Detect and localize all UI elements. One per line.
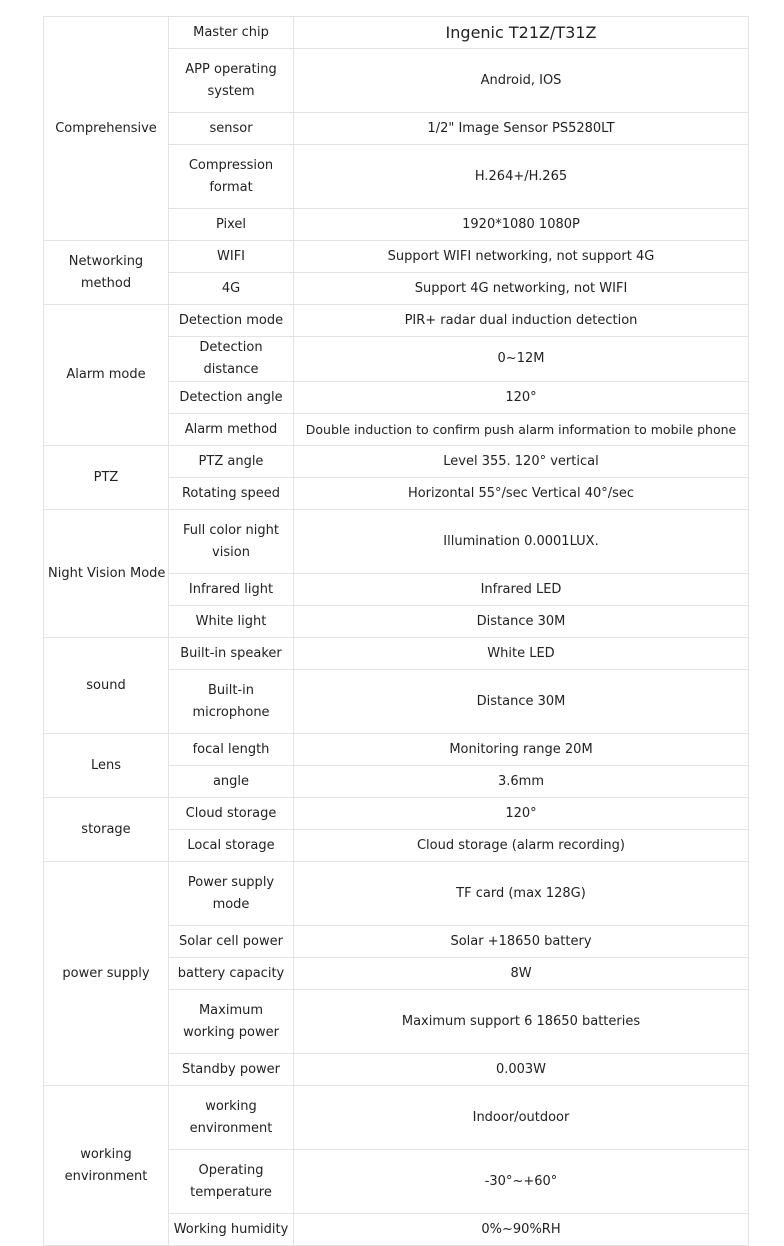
value-cell: Level 355. 120° vertical [294, 446, 749, 478]
param-cell: Compression format [169, 145, 294, 209]
table-row [44, 17, 749, 49]
value-cell: 120° [294, 382, 749, 414]
value-cell: Infrared LED [294, 574, 749, 606]
category-cell: storage [44, 798, 169, 862]
value-cell: Cloud storage (alarm recording) [294, 830, 749, 862]
spec-table [43, 16, 749, 1246]
param-cell: working environment [169, 1086, 294, 1150]
param-cell: focal length [169, 734, 294, 766]
value-cell: White LED [294, 638, 749, 670]
value-cell: Illumination 0.0001LUX. [294, 510, 749, 574]
value-cell: PIR+ radar dual induction detection [294, 305, 749, 337]
param-cell: angle [169, 766, 294, 798]
param-cell: Working humidity [169, 1214, 294, 1246]
value-cell: TF card (max 128G) [294, 862, 749, 926]
param-cell: Pixel [169, 209, 294, 241]
param-cell: Alarm method [169, 414, 294, 446]
category-cell: Lens [44, 734, 169, 798]
param-cell: Cloud storage [169, 798, 294, 830]
category-cell: sound [44, 638, 169, 734]
table-row [44, 241, 749, 273]
param-cell: Detection mode [169, 305, 294, 337]
category-cell: Alarm mode [44, 305, 169, 446]
value-cell: 0%~90%RH [294, 1214, 749, 1246]
param-cell: Built-in speaker [169, 638, 294, 670]
param-cell: Local storage [169, 830, 294, 862]
table-row [44, 638, 749, 670]
param-cell: Detection angle [169, 382, 294, 414]
value-cell: H.264+/H.265 [294, 145, 749, 209]
param-cell: Infrared light [169, 574, 294, 606]
table-row [44, 1086, 749, 1150]
category-cell: Comprehensive [44, 17, 169, 241]
table-row [44, 305, 749, 337]
value-cell: Monitoring range 20M [294, 734, 749, 766]
param-cell: Full color night vision [169, 510, 294, 574]
value-cell: 1/2" Image Sensor PS5280LT [294, 113, 749, 145]
value-cell: Indoor/outdoor [294, 1086, 749, 1150]
value-cell: Double induction to confirm push alarm information to mobile phone [294, 414, 749, 446]
value-cell: Maximum support 6 18650 batteries [294, 990, 749, 1054]
value-cell: 1920*1080 1080P [294, 209, 749, 241]
param-cell: Maximum working power [169, 990, 294, 1054]
value-cell: Support WIFI networking, not support 4G [294, 241, 749, 273]
category-cell: power supply [44, 862, 169, 1086]
param-cell: PTZ angle [169, 446, 294, 478]
category-cell: working environment [44, 1086, 169, 1246]
category-cell: PTZ [44, 446, 169, 510]
param-cell: WIFI [169, 241, 294, 273]
param-cell: Solar cell power [169, 926, 294, 958]
param-cell: Master chip [169, 17, 294, 49]
param-cell: Rotating speed [169, 478, 294, 510]
param-cell: sensor [169, 113, 294, 145]
param-cell: White light [169, 606, 294, 638]
value-cell: 8W [294, 958, 749, 990]
category-cell: Night Vision Mode [44, 510, 169, 638]
value-cell: Horizontal 55°/sec Vertical 40°/sec [294, 478, 749, 510]
value-cell: 120° [294, 798, 749, 830]
value-cell: Solar +18650 battery [294, 926, 749, 958]
param-cell: Built-in microphone [169, 670, 294, 734]
param-cell: Power supply mode [169, 862, 294, 926]
value-cell: Distance 30M [294, 606, 749, 638]
param-cell: battery capacity [169, 958, 294, 990]
value-cell: 0~12M [294, 337, 749, 382]
table-row [44, 734, 749, 766]
value-cell: 3.6mm [294, 766, 749, 798]
table-row [44, 446, 749, 478]
value-cell: Ingenic T21Z/T31Z [294, 17, 749, 49]
table-row [44, 510, 749, 574]
param-cell: Operating temperature [169, 1150, 294, 1214]
param-cell: APP operating system [169, 49, 294, 113]
value-cell: -30°~+60° [294, 1150, 749, 1214]
value-cell: Android, IOS [294, 49, 749, 113]
param-cell: Standby power [169, 1054, 294, 1086]
value-cell: Support 4G networking, not WIFI [294, 273, 749, 305]
category-cell: Networking method [44, 241, 169, 305]
spec-table-body [44, 17, 749, 1246]
param-cell: 4G [169, 273, 294, 305]
param-cell: Detection distance [169, 337, 294, 382]
value-cell: Distance 30M [294, 670, 749, 734]
table-row [44, 862, 749, 926]
table-row [44, 798, 749, 830]
value-cell: 0.003W [294, 1054, 749, 1086]
